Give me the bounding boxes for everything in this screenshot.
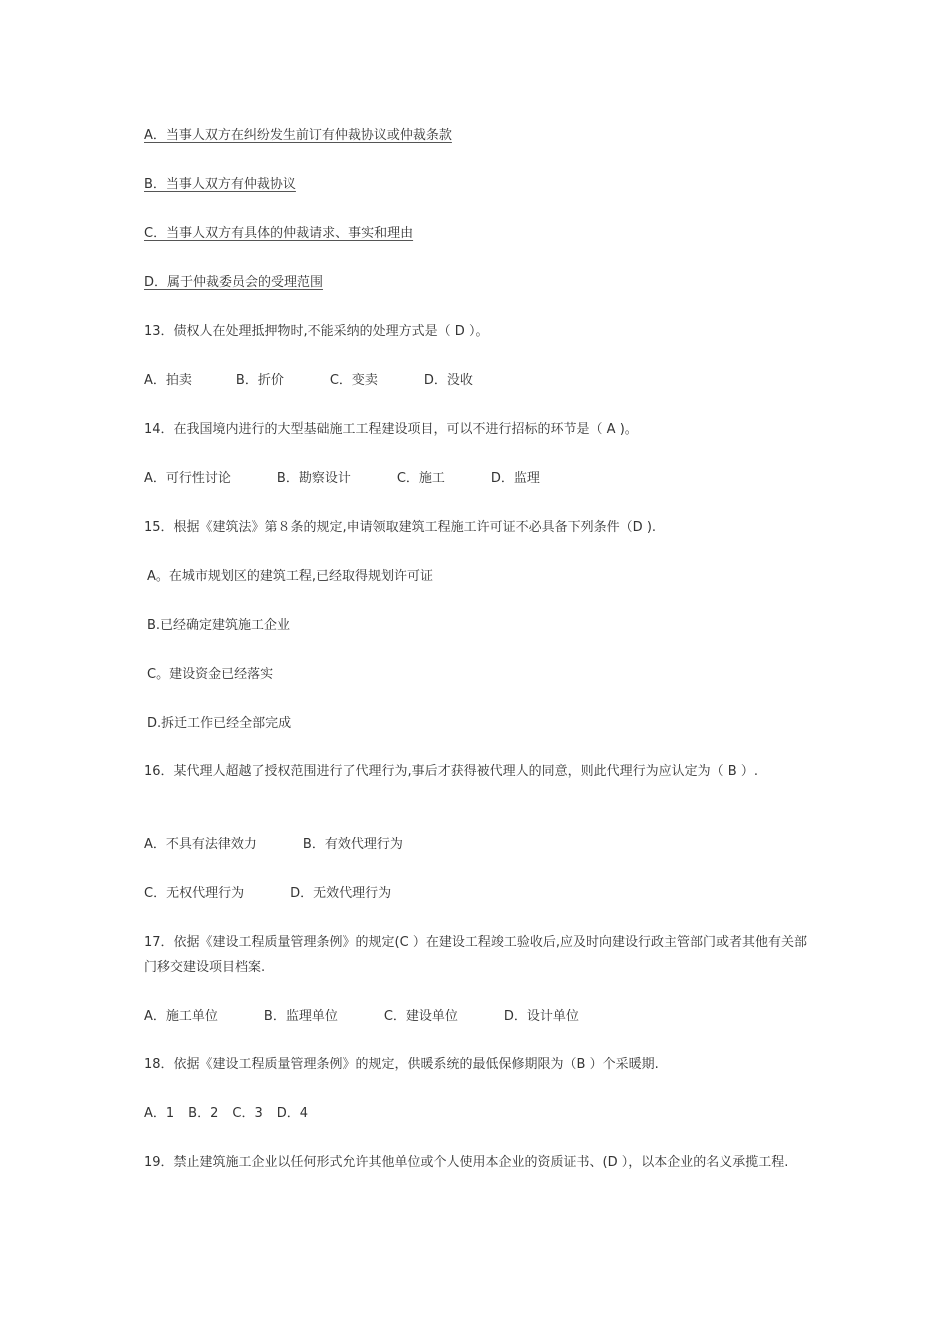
q15-stem: 15．根据《建筑法》第８条的规定,申请领取建筑工程施工许可证不必具备下列条件（D ). [144, 520, 657, 535]
q17-stem: 17．依据《建设工程质量管理条例》的规定(C ）在建设工程竣工验收后,应及时向建设行政主管部门或者其他有关部门移交建设项目档案. [144, 935, 807, 975]
q19-stem: 19．禁止建筑施工企业以任何形式允许其他单位或个人使用本企业的资质证书、(D ），以本企业的名义承揽工程. [144, 1155, 789, 1170]
q17-option-b: B．监理单位 [263, 1009, 338, 1024]
q18-option-a: A．1 [144, 1106, 175, 1121]
q12-option-b: B．当事人双方有仲裁协议 [144, 177, 296, 192]
q18-options [144, 1101, 814, 1127]
q16-option-a: A．不具有法律效力 [144, 837, 257, 852]
q16-stem: 16．某代理人超越了授权范围进行了代理行为,事后才获得被代理人的同意，则此代理行为应认定为（ B ）. [144, 764, 758, 779]
q18-option-c: C．3 [232, 1106, 263, 1121]
q18-option-d: D．4 [276, 1106, 309, 1121]
q13-stem: 13．债权人在处理抵押物时,不能采纳的处理方式是（ D ）。 [144, 324, 489, 339]
q14-option-b: B．勘察设计 [276, 471, 351, 486]
q16-options-row1 [144, 832, 814, 858]
q14-stem: 14．在我国境内进行的大型基础施工工程建设项目，可以不进行招标的环节是（ A )。 [144, 422, 638, 437]
q17-option-d: D．设计单位 [503, 1009, 579, 1024]
q14-options [144, 466, 814, 492]
q15-option-a: A。在城市规划区的建筑工程,已经取得规划许可证 [147, 569, 434, 584]
q16-option-b: B．有效代理行为 [302, 837, 403, 852]
q13-options [144, 368, 814, 394]
q17-option-a: A．施工单位 [144, 1009, 218, 1024]
q16-options-row2 [144, 881, 814, 907]
q12-option-c: C．当事人双方有具体的仲裁请求、事实和理由 [144, 226, 414, 241]
q12-option-d: D．属于仲裁委员会的受理范围 [144, 275, 324, 290]
q13-option-d: D．没收 [423, 373, 473, 388]
q15-option-b: B.已经确定建筑施工企业 [147, 618, 291, 633]
q14-option-c: C．施工 [396, 471, 445, 486]
q18-option-b: B．2 [188, 1106, 219, 1121]
q16-option-d: D．无效代理行为 [290, 886, 392, 901]
q17-options [144, 1004, 814, 1030]
q15-option-d: D.拆迁工作已经全部完成 [147, 716, 292, 731]
q14-option-d: D．监理 [490, 471, 540, 486]
q13-option-b: B．折价 [235, 373, 284, 388]
q14-option-a: A．可行性讨论 [144, 471, 231, 486]
q16-option-c: C．无权代理行为 [144, 886, 245, 901]
q13-option-c: C．变卖 [329, 373, 378, 388]
q15-option-c: C。建设资金已经落实 [147, 667, 274, 682]
q17-option-c: C．建设单位 [383, 1009, 458, 1024]
q12-option-a: A．当事人双方在纠纷发生前订有仲裁协议或仲裁条款 [144, 128, 452, 143]
q13-option-a: A．拍卖 [144, 373, 192, 388]
q18-stem: 18．依据《建设工程质量管理条例》的规定，供暖系统的最低保修期限为（B ）个采暖期. [144, 1057, 659, 1072]
